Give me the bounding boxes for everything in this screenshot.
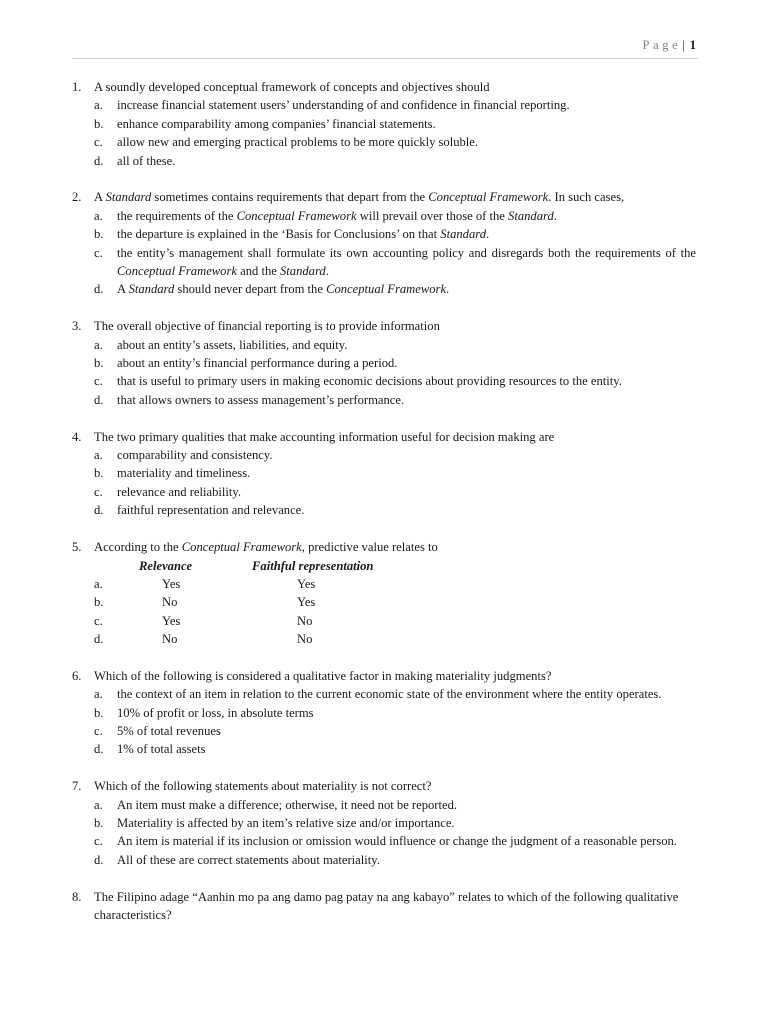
question-list bbox=[72, 78, 696, 943]
option-label: d. bbox=[94, 742, 104, 757]
faithful-representation-value: Yes bbox=[297, 595, 316, 610]
relevance-value: Yes bbox=[162, 613, 181, 628]
option-italic: Standard bbox=[280, 264, 326, 279]
relevance-value: No bbox=[162, 595, 178, 610]
answer-table-row bbox=[72, 630, 696, 648]
answer-option bbox=[72, 280, 696, 298]
answer-option bbox=[72, 244, 696, 281]
answer-option bbox=[72, 372, 696, 390]
answer-option bbox=[72, 685, 696, 703]
option-text: all of these. bbox=[117, 153, 176, 168]
stem-text: The two primary qualities that make accounting information useful for decision making are bbox=[94, 429, 555, 444]
faithful-representation-value: No bbox=[297, 613, 313, 628]
option-text: 5% of total revenues bbox=[117, 724, 221, 739]
question-number: 8. bbox=[72, 889, 82, 904]
option-italic: Standard bbox=[128, 282, 175, 297]
answer-option bbox=[72, 483, 696, 501]
stem-text: A bbox=[94, 190, 106, 205]
option-label: b. bbox=[94, 227, 104, 242]
question-3 bbox=[72, 317, 696, 409]
stem-text: , predictive value relates to bbox=[301, 540, 438, 555]
answer-table-row bbox=[72, 575, 696, 593]
option-label: d. bbox=[94, 632, 104, 647]
option-label: d. bbox=[94, 153, 104, 168]
option-text: . bbox=[553, 208, 557, 223]
stem-text: According to the bbox=[94, 540, 182, 555]
option-text: A bbox=[117, 282, 129, 297]
answer-option bbox=[72, 354, 696, 372]
page-number: 1 bbox=[689, 38, 696, 52]
relevance-value: No bbox=[162, 632, 178, 647]
option-label: a. bbox=[94, 448, 103, 463]
option-text: . bbox=[446, 282, 450, 297]
option-label: c. bbox=[94, 613, 103, 628]
answer-option bbox=[72, 225, 696, 243]
question-stem bbox=[72, 888, 696, 925]
answer-option bbox=[72, 740, 696, 758]
option-text: materiality and timeliness. bbox=[117, 466, 251, 481]
stem-text: Which of the following is considered a qualitative factor in making materiality judgments? bbox=[94, 668, 552, 683]
option-label: d. bbox=[94, 852, 104, 867]
question-number: 7. bbox=[72, 779, 82, 794]
answer-option bbox=[72, 152, 696, 170]
answer-option bbox=[72, 446, 696, 464]
option-text: that allows owners to assess management’s performance. bbox=[117, 392, 405, 407]
option-text: . bbox=[486, 227, 490, 242]
relevance-value: Yes bbox=[162, 576, 181, 591]
option-label: b. bbox=[94, 116, 104, 131]
question-stem bbox=[72, 428, 696, 446]
option-text: comparability and consistency. bbox=[117, 448, 273, 463]
stem-text: The Filipino adage “Aanhin mo pa ang damo pag patay na ang kabayo” relates to which of the following qualitative characteristics? bbox=[94, 889, 679, 923]
option-label: c. bbox=[94, 135, 103, 150]
option-text: All of these are correct statements about materiality. bbox=[117, 852, 380, 867]
page-separator: | bbox=[682, 38, 685, 52]
answer-option bbox=[72, 501, 696, 519]
option-label: b. bbox=[94, 356, 104, 371]
answer-option bbox=[72, 96, 696, 114]
option-text: allow new and emerging practical problems to be more quickly soluble. bbox=[117, 135, 479, 150]
option-text: 1% of total assets bbox=[117, 742, 206, 757]
question-4 bbox=[72, 428, 696, 520]
answer-option bbox=[72, 832, 696, 850]
option-text: 10% of profit or loss, in absolute terms bbox=[117, 705, 314, 720]
question-6 bbox=[72, 667, 696, 759]
option-label: b. bbox=[94, 705, 104, 720]
option-label: d. bbox=[94, 392, 104, 407]
option-text: the context of an item in relation to the current economic state of the environment where the entity operates. bbox=[117, 687, 662, 702]
option-text: enhance comparability among companies’ financial statements. bbox=[117, 116, 436, 131]
faithful-representation-value: Yes bbox=[297, 576, 316, 591]
option-text: relevance and reliability. bbox=[117, 484, 242, 499]
answer-option bbox=[72, 391, 696, 409]
option-text: the requirements of the bbox=[117, 208, 237, 223]
question-number: 2. bbox=[72, 190, 82, 205]
answer-option bbox=[72, 464, 696, 482]
stem-italic: Standard bbox=[105, 190, 152, 205]
question-stem bbox=[72, 667, 696, 685]
answer-option bbox=[72, 851, 696, 869]
option-text: about an entity’s financial performance during a period. bbox=[117, 356, 398, 371]
page-number-label bbox=[643, 38, 696, 53]
answer-option bbox=[72, 133, 696, 151]
stem-text: sometimes contains requirements that depart from the bbox=[151, 190, 429, 205]
option-label: c. bbox=[94, 724, 103, 739]
answer-option bbox=[72, 722, 696, 740]
answer-table-row bbox=[72, 593, 696, 611]
option-text: An item is material if its inclusion or omission would influence or change the judgment of a reasonable person. bbox=[117, 834, 677, 849]
column-header-relevance: Relevance bbox=[139, 558, 193, 573]
question-stem bbox=[72, 538, 696, 556]
option-text: should never depart from the bbox=[174, 282, 327, 297]
option-italic: Standard bbox=[508, 208, 554, 223]
stem-italic: Conceptual Framework bbox=[428, 190, 549, 205]
question-2 bbox=[72, 188, 696, 298]
option-label: a. bbox=[94, 576, 103, 591]
option-italic: Conceptual Framework bbox=[117, 264, 237, 279]
answer-option bbox=[72, 115, 696, 133]
option-label: a. bbox=[94, 687, 103, 702]
option-text: increase financial statement users’ understanding of and confidence in financial reporting. bbox=[117, 98, 570, 113]
answer-option bbox=[72, 207, 696, 225]
option-label: b. bbox=[94, 595, 104, 610]
stem-italic: Conceptual Framework bbox=[181, 540, 302, 555]
option-italic: Conceptual Framework bbox=[236, 208, 357, 223]
question-stem bbox=[72, 777, 696, 795]
option-label: d. bbox=[94, 282, 104, 297]
question-1 bbox=[72, 78, 696, 170]
answer-option bbox=[72, 336, 696, 354]
stem-text: The overall objective of financial reporting is to provide information bbox=[94, 319, 440, 334]
page-word: Page bbox=[642, 38, 682, 52]
question-number: 4. bbox=[72, 429, 82, 444]
question-stem bbox=[72, 317, 696, 335]
option-label: b. bbox=[94, 816, 104, 831]
option-label: a. bbox=[94, 208, 103, 223]
question-8 bbox=[72, 888, 696, 925]
option-text: Materiality is affected by an item’s relative size and/or importance. bbox=[117, 816, 455, 831]
stem-text: . In such cases, bbox=[548, 190, 625, 205]
option-label: d. bbox=[94, 503, 104, 518]
option-text: will prevail over those of the bbox=[356, 208, 509, 223]
answer-option bbox=[72, 814, 696, 832]
option-text: about an entity’s assets, liabilities, and equity. bbox=[117, 337, 348, 352]
option-label: c. bbox=[94, 484, 103, 499]
question-number: 6. bbox=[72, 668, 82, 683]
option-text: . bbox=[325, 264, 329, 279]
answer-option bbox=[72, 796, 696, 814]
answer-option bbox=[72, 704, 696, 722]
option-text: the departure is explained in the ‘Basis for Conclusions’ on that bbox=[117, 227, 441, 242]
stem-text: A soundly developed conceptual framework of concepts and objectives should bbox=[94, 80, 490, 94]
answer-table-header bbox=[72, 557, 696, 575]
option-italic: Standard bbox=[440, 227, 486, 242]
option-text: An item must make a difference; otherwise, it need not be reported. bbox=[117, 797, 458, 812]
option-label: c. bbox=[94, 374, 103, 389]
page-header bbox=[72, 34, 698, 59]
option-text: the entity’s management shall formulate its own accounting policy and disregards both the requirements of the bbox=[117, 245, 696, 260]
option-italic: Conceptual Framework bbox=[326, 282, 447, 297]
question-number: 5. bbox=[72, 540, 82, 555]
option-label: a. bbox=[94, 337, 103, 352]
stem-text: Which of the following statements about materiality is not correct? bbox=[94, 779, 432, 794]
option-label: c. bbox=[94, 245, 103, 260]
option-label: a. bbox=[94, 98, 103, 113]
option-label: b. bbox=[94, 466, 104, 481]
question-number: 1. bbox=[72, 80, 82, 94]
question-5 bbox=[72, 538, 696, 648]
column-header-faithful-representation: Faithful representation bbox=[252, 558, 374, 573]
option-text: and the bbox=[236, 264, 280, 279]
option-text: faithful representation and relevance. bbox=[117, 503, 305, 518]
question-7 bbox=[72, 777, 696, 869]
faithful-representation-value: No bbox=[297, 632, 313, 647]
answer-table-row bbox=[72, 612, 696, 630]
question-stem bbox=[72, 78, 696, 96]
question-stem bbox=[72, 188, 696, 206]
option-label: c. bbox=[94, 834, 103, 849]
question-number: 3. bbox=[72, 319, 82, 334]
option-text: that is useful to primary users in making economic decisions about providing resources to the entity. bbox=[117, 374, 622, 389]
option-label: a. bbox=[94, 797, 103, 812]
